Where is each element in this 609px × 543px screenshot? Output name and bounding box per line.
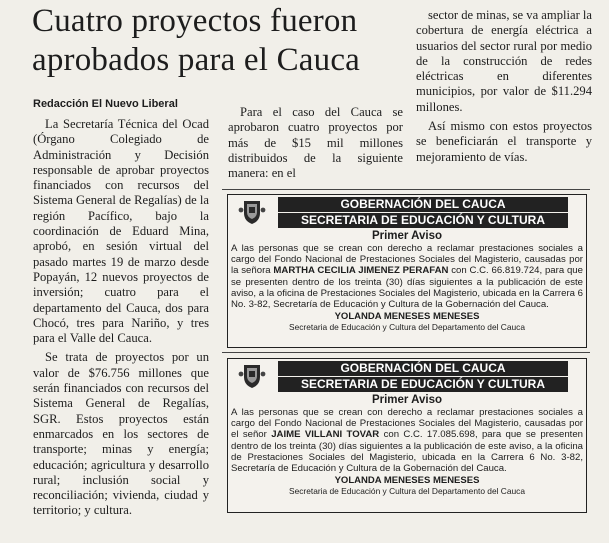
notice-signer-title: Secretaria de Educación y Cultura del Departamento del Cauca <box>288 322 526 333</box>
article-paragraph: La Secretaría Técnica del Ocad (Órgano Colegiado de Administración y Decisión responsable de aprobar proyectos financiados con recursos del Sistema General de Regalías) de la región Pacífico, bajo la coordinación de Eduard Mina, aprobó, en sesión virtual del pasado martes 19 de marzo desde Popayán, 12 nuevos proyectos de inversión; cuatro para el departamento del Cauca, dos para Chocó, tres para Nariño, y tres para el Valle del Cauca. <box>33 117 209 346</box>
notice-signer: YOLANDA MENESES MENESES <box>334 311 480 323</box>
notice-box <box>227 358 587 513</box>
notice-subtitle: SECRETARIA DE EDUCACIÓN Y CULTURA <box>278 377 568 392</box>
notice-signer: YOLANDA MENESES MENESES <box>334 475 480 487</box>
article-paragraph: Se trata de proyectos por un valor de $76.756 millones que serán financiados con recursos del Sistema General de Regalías, SGR. Estos proyectos están enmarcados en los sectores de transporte; minas y energía; educación; agricultura y desarrollo rural; inclusión social y reconciliación; vivienda, ciudad y territorio; y cultura. <box>33 350 209 518</box>
notice-header <box>228 195 586 229</box>
notice-subtitle: SECRETARIA DE EDUCACIÓN Y CULTURA <box>278 213 568 228</box>
notice-body <box>228 243 586 310</box>
notice-aviso: Primer Aviso <box>371 394 443 406</box>
notice-box <box>227 194 587 348</box>
article-paragraph: sector de minas, se va ampliar la cobertura de energía eléctrica a usuarios del sector rural por medio de la construcción de redes eléctricas en diferentes municipios, por valor de $11.294 millones. <box>416 8 593 114</box>
notice-body <box>228 407 586 474</box>
notice-signer-title: Secretaria de Educación y Cultura del Departamento del Cauca <box>288 486 526 497</box>
notice-rest: con C.C. 66.819.724, para que se presenten dentro de los treinta (30) días siguientes a la publicación de este aviso, a la oficina de Prestaciones Sociales del Magisterio, ubicada en la Carrera 6 No. 3-82, Secretaría de Educación y Cultura de la Gobernación del Cauca. <box>231 265 583 311</box>
headline: Cuatro proyectos fueron aprobados para el Cauca <box>32 3 361 78</box>
article-column-1 <box>33 117 209 519</box>
notice-intro: A las personas que se crean con derecho a reclamar prestaciones sociales a cargo del Fondo Nacional de Prestaciones Sociales del Magisterio, causadas por el señor <box>231 407 583 441</box>
notice-title: GOBERNACIÓN DEL CAUCA <box>278 361 568 376</box>
notice-aviso: Primer Aviso <box>371 230 443 242</box>
notice-header <box>228 359 586 393</box>
notice-person-name: JAIME VILLANI TOVAR <box>271 429 380 441</box>
notice-title: GOBERNACIÓN DEL CAUCA <box>278 197 568 212</box>
byline: Redacción El Nuevo Liberal <box>33 98 178 110</box>
notice-intro: A las personas que se crean con derecho a reclamar prestaciones sociales a cargo del Fondo Nacional de Prestaciones Sociales del Magisterio, causadas por la señora <box>231 243 583 277</box>
article-column-2 <box>228 105 403 181</box>
notice-person-name: MARTHA CECILIA JIMENEZ PERAFAN <box>273 265 449 277</box>
article-paragraph: Para el caso del Cauca se aprobaron cuatro proyectos por más de $15 mil millones distribuidos de la siguiente manera: en el <box>228 105 403 181</box>
divider <box>222 352 590 353</box>
notice-rest: con C.C. 17.085.698, para que se presenten dentro de los treinta (30) días siguientes a la publicación de este aviso, a la oficina de Prestaciones Sociales del Magisterio, ubicada en la Carrera 6 No. 3-82, Secretaría de Educación y Cultura de la Gobernación del Cauca. <box>231 429 584 475</box>
divider <box>222 189 590 190</box>
article-paragraph: Así mismo con estos proyectos se beneficiarán el transporte y mejoramiento de vías. <box>416 119 592 164</box>
article-column-3 <box>416 8 592 165</box>
